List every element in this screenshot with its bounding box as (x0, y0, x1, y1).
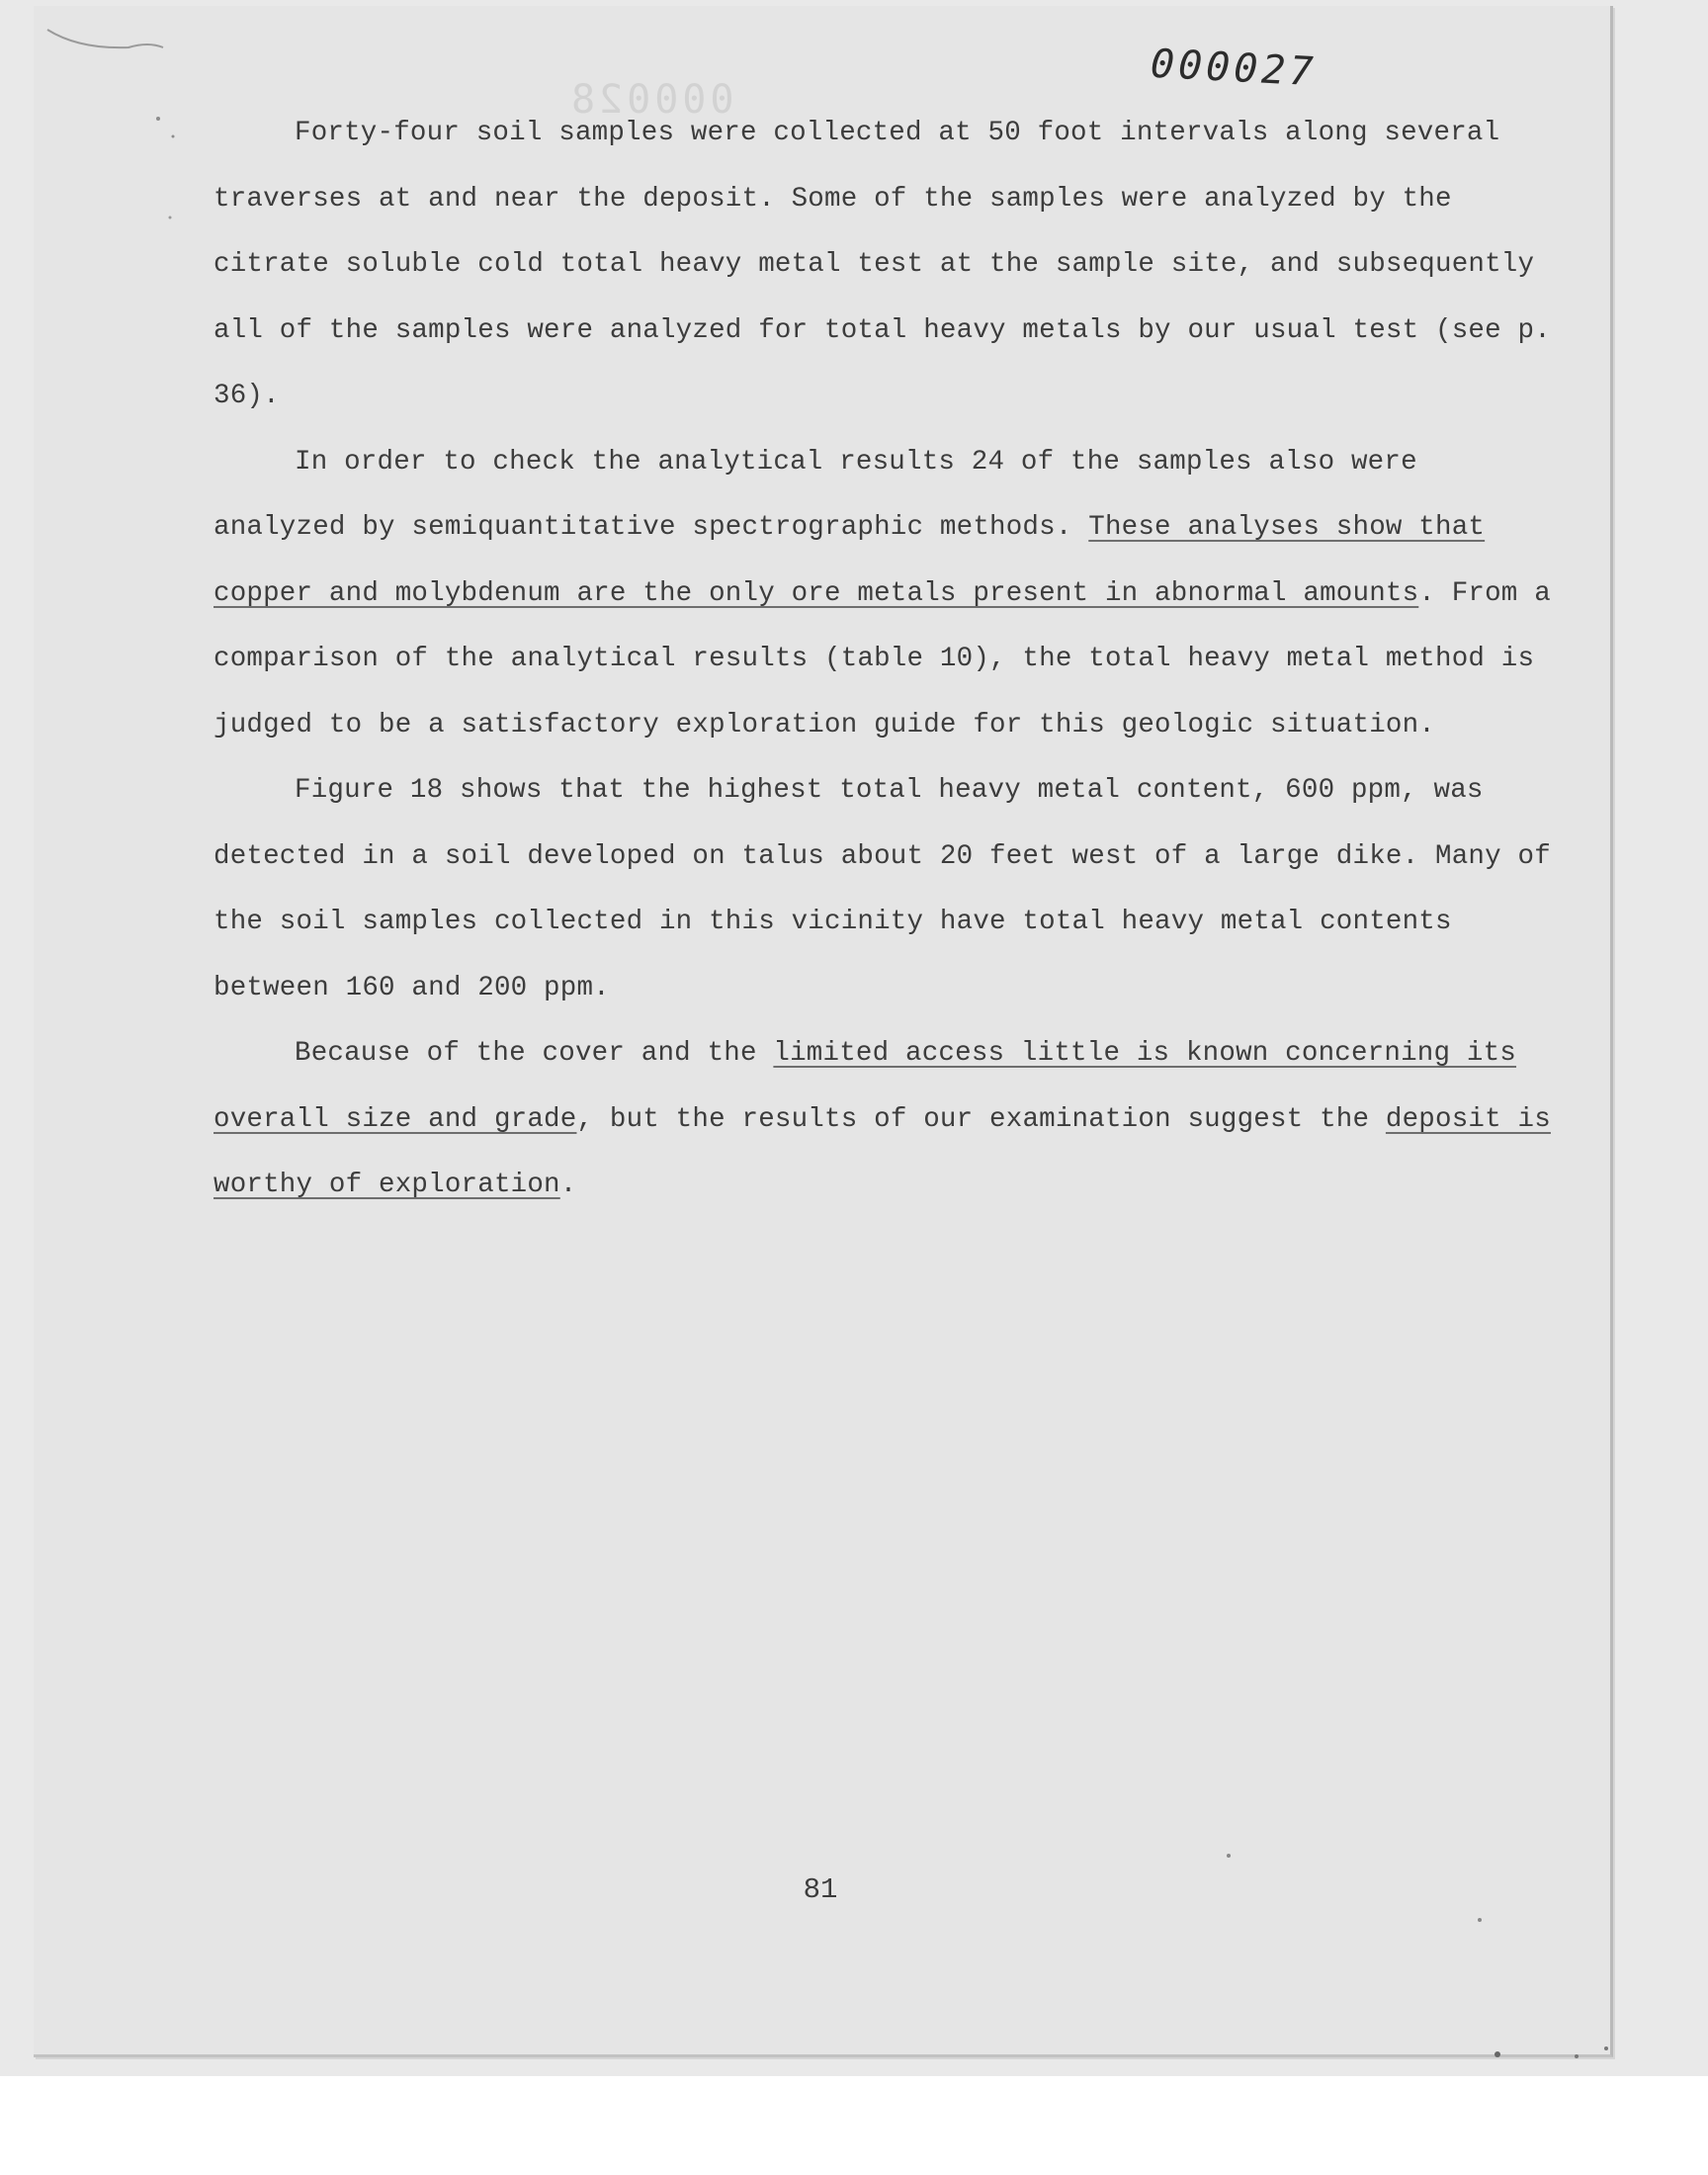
document-stamp-number: 000027 (1149, 41, 1319, 96)
paragraph-4-text: Because of the cover and the (295, 1038, 774, 1069)
paragraph-4-text-end: . (559, 1170, 577, 1200)
page-number: 81 (803, 1873, 838, 1906)
paragraph-2 (214, 430, 1558, 759)
paragraph-2-underlined-text: These analyses show that copper and molybdenum are the only ore metals present in abnormal amounts (214, 512, 1486, 609)
paragraph-1-text: Forty-four soil samples were collected at 50 foot intervals along several traverses at and near the deposit. Some of the samples were analyzed by the citrate soluble cold total heavy metal test at the sample site, and subsequently all of the samples were analyzed for total heavy metals by our usual test (see p. 36). (214, 118, 1551, 411)
paragraph-4-underlined-text-1: limited access little is known concerning its overall size and grade (214, 1038, 1517, 1135)
paragraph-2-text-end: . From a comparison of the analytical results (table 10), the total heavy metal method is judged to be a satisfactory exploration guide for this geologic situation. (214, 577, 1551, 740)
paragraph-3-text: Figure 18 shows that the highest total heavy metal content, 600 ppm, was detected in a soil developed on talus about 20 feet west of a large dike. Many of the soil samples collected in this vicinity have total heavy metal contents between 160 and 200 ppm. (214, 775, 1551, 1003)
document-body (214, 101, 1558, 1219)
paragraph-4-text-middle: , but the results of our examination suggest the (576, 1103, 1386, 1135)
paragraph-4 (214, 1021, 1558, 1219)
bleed-through-stamp: 000028 (567, 77, 734, 123)
paragraph-2-text: In order to check the analytical results 24 of the samples also were analyzed by semiquantitative spectrographic methods. (214, 446, 1417, 543)
paragraph-3 (214, 758, 1558, 1021)
paragraph-1 (214, 101, 1558, 430)
paragraph-4-underlined-text-2: deposit is worthy of exploration (214, 1103, 1551, 1200)
